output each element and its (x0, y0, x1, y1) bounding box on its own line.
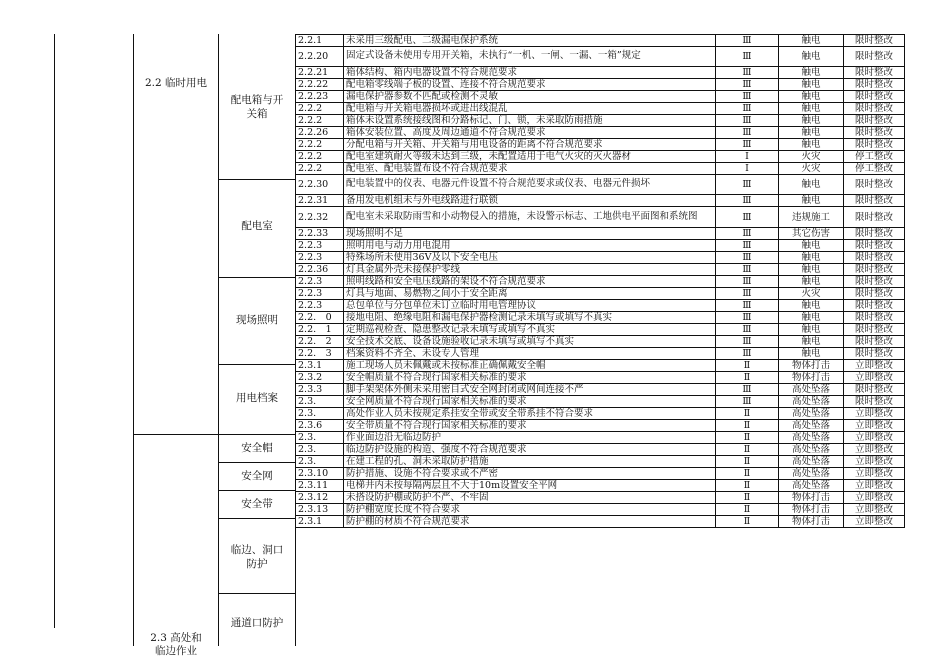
row-action: 限时整改 (844, 288, 905, 300)
section-left-rule (133, 34, 134, 646)
row-level: Ⅲ (716, 384, 779, 396)
row-hazard-type: 触电 (779, 264, 844, 276)
row-action: 立即整改 (844, 468, 905, 480)
row-hazard-type: 高处坠落 (779, 432, 844, 444)
group-label-helmet: 安全帽 (241, 442, 273, 454)
table-row (296, 300, 905, 312)
row-level: Ⅲ (716, 300, 779, 312)
table-row (296, 240, 905, 252)
row-hazard-type: 触电 (779, 67, 844, 79)
row-action: 限时整改 (844, 324, 905, 336)
row-hazard-type: 触电 (779, 175, 844, 195)
row-action: 限时整改 (844, 240, 905, 252)
table-row (296, 384, 905, 396)
table-row (296, 312, 905, 324)
row-description: 照明线路和安全电压线路的架设不符合规范要求 (344, 276, 716, 288)
group-left-rule (218, 34, 219, 646)
row-action: 停工整改 (844, 151, 905, 163)
group-label-safety-net: 安全网 (241, 470, 273, 482)
row-level: Ⅲ (716, 207, 779, 228)
row-level: Ⅲ (716, 336, 779, 348)
table-row (296, 35, 905, 47)
group-label-distribution-room: 配电室 (241, 220, 273, 232)
row-action: 立即整改 (844, 360, 905, 372)
row-description: 灯具金属外壳未接保护零线 (344, 264, 716, 276)
row-code: 2.2.36 (296, 264, 344, 276)
row-level: Ⅲ (716, 91, 779, 103)
hazard-table-body (296, 35, 905, 528)
outer-left-rule (54, 34, 55, 628)
row-code: 2.2.31 (296, 195, 344, 207)
row-description: 备用发电机组未与外电线路进行联锁 (344, 195, 716, 207)
row-level: Ⅱ (716, 432, 779, 444)
row-action: 限时整改 (844, 91, 905, 103)
row-code: 2.3. (296, 396, 344, 408)
row-hazard-type: 高处坠落 (779, 468, 844, 480)
row-code: 2.2.32 (296, 207, 344, 228)
row-action: 限时整改 (844, 115, 905, 127)
row-action: 限时整改 (844, 312, 905, 324)
row-code: 2.2.3 (296, 300, 344, 312)
row-level: Ⅱ (716, 444, 779, 456)
table-row (296, 115, 905, 127)
row-action: 立即整改 (844, 432, 905, 444)
row-hazard-type: 触电 (779, 336, 844, 348)
row-description: 在建工程的孔、洞未采取防护措施 (344, 456, 716, 468)
row-action: 立即整改 (844, 492, 905, 504)
table-row (296, 195, 905, 207)
row-hazard-type: 触电 (779, 252, 844, 264)
row-level: Ⅱ (716, 516, 779, 528)
row-code: 2.3.6 (296, 420, 344, 432)
row-code: 2.2.22 (296, 79, 344, 91)
row-code: 2.2.2 (296, 139, 344, 151)
row-description: 现场照明不足 (344, 228, 716, 240)
row-description: 漏电保护器参数不匹配或检测不灵敏 (344, 91, 716, 103)
row-hazard-type: 其它伤害 (779, 228, 844, 240)
table-row (296, 151, 905, 163)
row-hazard-type: 高处坠落 (779, 444, 844, 456)
row-hazard-type: 违规施工 (779, 207, 844, 228)
row-action: 限时整改 (844, 35, 905, 47)
row-level: Ⅱ (716, 480, 779, 492)
table-row (296, 432, 905, 444)
group-label-power-files: 用电档案 (236, 392, 278, 404)
row-description: 防护措施、设施不符合要求或不严密 (344, 468, 716, 480)
row-action: 限时整改 (844, 228, 905, 240)
row-level: Ⅲ (716, 348, 779, 360)
row-level: Ⅰ (716, 151, 779, 163)
row-level: Ⅲ (716, 312, 779, 324)
row-hazard-type: 物体打击 (779, 372, 844, 384)
row-action: 立即整改 (844, 480, 905, 492)
row-code: 2.2. 3 (296, 348, 344, 360)
row-description: 固定式设备未使用专用开关箱，未执行“一机、一闸、一漏、一箱”规定 (344, 47, 716, 67)
group-label-safety-belt: 安全带 (241, 498, 273, 510)
section-label-temporary-power: 2.2 临时用电 (144, 77, 208, 89)
row-code: 2.2.21 (296, 67, 344, 79)
row-hazard-type: 触电 (779, 91, 844, 103)
row-hazard-type: 火灾 (779, 288, 844, 300)
row-description: 安全网质量不符合现行国家相关标准的要求 (344, 396, 716, 408)
group-divider-edge-passage (218, 593, 295, 594)
row-level: Ⅲ (716, 252, 779, 264)
table-row (296, 127, 905, 139)
row-action: 限时整改 (844, 336, 905, 348)
section-label-height-work: 2.3 高处和临边作业 (150, 632, 202, 657)
row-hazard-type: 物体打击 (779, 504, 844, 516)
table-row (296, 444, 905, 456)
row-hazard-type: 触电 (779, 240, 844, 252)
table-row (296, 456, 905, 468)
row-action: 限时整改 (844, 127, 905, 139)
row-code: 2.2. 1 (296, 324, 344, 336)
row-description: 配电箱与开关箱电器损坏或进出线混乱 (344, 103, 716, 115)
row-action: 限时整改 (844, 348, 905, 360)
row-code: 2.3.3 (296, 384, 344, 396)
row-description: 特殊场所未使用36V及以下安全电压 (344, 252, 716, 264)
row-code: 2.3. (296, 432, 344, 444)
row-code: 2.3.1 (296, 516, 344, 528)
row-action: 限时整改 (844, 276, 905, 288)
row-description: 档案资料不齐全、未设专人管理 (344, 348, 716, 360)
table-row (296, 79, 905, 91)
group-label-passage-protection: 通道口防护 (230, 617, 284, 629)
group-divider-file-helmet (218, 434, 295, 435)
row-code: 2.2.1 (296, 35, 344, 47)
group-divider-helmet-net (218, 462, 295, 463)
row-hazard-type: 触电 (779, 47, 844, 67)
row-action: 限时整改 (844, 139, 905, 151)
table-row (296, 91, 905, 103)
group-divider-room-light (218, 277, 295, 278)
row-level: Ⅱ (716, 408, 779, 420)
row-code: 2.3.11 (296, 480, 344, 492)
row-action: 立即整改 (844, 444, 905, 456)
row-code: 2.2.3 (296, 252, 344, 264)
row-code: 2.2.2 (296, 163, 344, 175)
table-row (296, 468, 905, 480)
row-code: 2.2.23 (296, 91, 344, 103)
table-row (296, 420, 905, 432)
row-hazard-type: 触电 (779, 276, 844, 288)
row-level: Ⅲ (716, 175, 779, 195)
row-level: Ⅱ (716, 360, 779, 372)
row-code: 2.3.1 (296, 360, 344, 372)
row-action: 限时整改 (844, 207, 905, 228)
row-description: 防护棚的材质不符合规范要求 (344, 516, 716, 528)
row-hazard-type: 高处坠落 (779, 480, 844, 492)
row-level: Ⅱ (716, 504, 779, 516)
row-hazard-type: 触电 (779, 139, 844, 151)
row-level: Ⅱ (716, 456, 779, 468)
row-description: 未搭设防护棚或防护不严、不牢固 (344, 492, 716, 504)
row-code: 2.3.12 (296, 492, 344, 504)
row-code: 2.3. (296, 408, 344, 420)
row-level: Ⅲ (716, 103, 779, 115)
row-action: 立即整改 (844, 372, 905, 384)
row-code: 2.2.26 (296, 127, 344, 139)
row-action: 限时整改 (844, 67, 905, 79)
row-code: 2.2.30 (296, 175, 344, 195)
table-row (296, 67, 905, 79)
table-row (296, 348, 905, 360)
row-hazard-type: 触电 (779, 312, 844, 324)
row-description: 防护棚宽度长度不符合要求 (344, 504, 716, 516)
row-description: 定期巡视检查、隐患整改记录未填写或填写不真实 (344, 324, 716, 336)
row-hazard-type: 触电 (779, 115, 844, 127)
row-description: 配电室建筑耐火等级未达到三级，未配置适用于电气火灾的灭火器材 (344, 151, 716, 163)
row-description: 作业面边沿无临边防护 (344, 432, 716, 444)
row-description: 电梯井内未按每隔两层且不大于10m设置安全平网 (344, 480, 716, 492)
table-row (296, 336, 905, 348)
row-level: Ⅲ (716, 195, 779, 207)
table-row (296, 139, 905, 151)
row-action: 立即整改 (844, 504, 905, 516)
row-level: Ⅲ (716, 276, 779, 288)
row-hazard-type: 物体打击 (779, 360, 844, 372)
row-code: 2.2. 2 (296, 336, 344, 348)
row-hazard-type: 高处坠落 (779, 456, 844, 468)
row-hazard-type: 高处坠落 (779, 384, 844, 396)
group-label-site-lighting: 现场照明 (236, 314, 278, 326)
row-description: 照明用电与动力用电混用 (344, 240, 716, 252)
table-row (296, 324, 905, 336)
row-action: 限时整改 (844, 252, 905, 264)
row-level: Ⅲ (716, 79, 779, 91)
table-row (296, 47, 905, 67)
table-row (296, 103, 905, 115)
row-description: 箱体未设置系统接线图和分路标记、门、锁，未采取防雨措施 (344, 115, 716, 127)
row-hazard-type: 触电 (779, 348, 844, 360)
row-description: 配电室未采取防雨雪和小动物侵入的措施，未设警示标志、工地供电平面图和系统图 (344, 207, 716, 228)
group-divider-belt-edge (218, 518, 295, 519)
row-action: 立即整改 (844, 516, 905, 528)
row-hazard-type: 触电 (779, 103, 844, 115)
row-description: 箱体结构、箱内电器设置不符合规范要求 (344, 67, 716, 79)
row-hazard-type: 触电 (779, 79, 844, 91)
hazard-table (295, 34, 905, 528)
table-row (296, 372, 905, 384)
row-code: 2.2.20 (296, 47, 344, 67)
row-level: Ⅱ (716, 492, 779, 504)
row-level: Ⅲ (716, 35, 779, 47)
table-row (296, 396, 905, 408)
group-label-edge-protection: 临边、洞口防护 (230, 544, 284, 570)
row-description: 脚手架架体外侧未采用密目式安全网封闭或网间连接不严 (344, 384, 716, 396)
row-level: Ⅲ (716, 139, 779, 151)
row-action: 限时整改 (844, 396, 905, 408)
table-row (296, 504, 905, 516)
row-description: 未采用三级配电、二级漏电保护系统 (344, 35, 716, 47)
row-code: 2.2.2 (296, 103, 344, 115)
table-row (296, 264, 905, 276)
table-row (296, 207, 905, 228)
row-description: 临边防护设施的构造、强度不符合规范要求 (344, 444, 716, 456)
row-action: 限时整改 (844, 195, 905, 207)
row-description: 配电室、配电装置布设不符合规范要求 (344, 163, 716, 175)
row-level: Ⅲ (716, 288, 779, 300)
row-level: Ⅲ (716, 228, 779, 240)
row-hazard-type: 触电 (779, 300, 844, 312)
table-row (296, 360, 905, 372)
row-action: 停工整改 (844, 163, 905, 175)
table-row (296, 276, 905, 288)
row-hazard-type: 高处坠落 (779, 408, 844, 420)
group-divider-box-room (218, 179, 295, 180)
row-code: 2.3. (296, 444, 344, 456)
row-code: 2.2.3 (296, 240, 344, 252)
group-divider-light-file (218, 364, 295, 365)
group-label-distribution-box: 配电箱与开关箱 (230, 94, 284, 120)
row-hazard-type: 物体打击 (779, 516, 844, 528)
row-code: 2.3. (296, 456, 344, 468)
row-level: Ⅲ (716, 240, 779, 252)
row-action: 限时整改 (844, 175, 905, 195)
row-level: Ⅲ (716, 67, 779, 79)
row-code: 2.2.3 (296, 276, 344, 288)
row-code: 2.3.10 (296, 468, 344, 480)
row-action: 限时整改 (844, 79, 905, 91)
row-description: 分配电箱与开关箱、开关箱与用电设备的距离不符合规范要求 (344, 139, 716, 151)
row-description: 箱体安装位置、高度及周边通道不符合规范要求 (344, 127, 716, 139)
table-row (296, 408, 905, 420)
row-hazard-type: 触电 (779, 127, 844, 139)
row-action: 立即整改 (844, 408, 905, 420)
table-row (296, 288, 905, 300)
row-level: Ⅲ (716, 127, 779, 139)
row-description: 配电箱零线端子板的设置、连接不符合规范要求 (344, 79, 716, 91)
row-hazard-type: 触电 (779, 35, 844, 47)
row-action: 限时整改 (844, 300, 905, 312)
row-code: 2.2. 0 (296, 312, 344, 324)
row-hazard-type: 火灾 (779, 151, 844, 163)
section-divider (133, 434, 218, 435)
table-row (296, 228, 905, 240)
row-level: Ⅰ (716, 163, 779, 175)
row-code: 2.2.2 (296, 151, 344, 163)
row-description: 安全帽质量不符合现行国家相关标准的要求 (344, 372, 716, 384)
row-description: 高处作业人员未按规定系挂安全带或安全带系挂不符合要求 (344, 408, 716, 420)
table-row (296, 480, 905, 492)
row-description: 灯具与地面、易燃物之间小于安全距离 (344, 288, 716, 300)
row-hazard-type: 高处坠落 (779, 396, 844, 408)
row-hazard-type: 高处坠落 (779, 420, 844, 432)
table-row (296, 252, 905, 264)
row-level: Ⅱ (716, 468, 779, 480)
row-hazard-type: 物体打击 (779, 492, 844, 504)
table-row (296, 175, 905, 195)
row-code: 2.2.2 (296, 115, 344, 127)
table-row (296, 492, 905, 504)
row-description: 总包单位与分包单位未订立临时用电管理协议 (344, 300, 716, 312)
row-hazard-type: 触电 (779, 195, 844, 207)
row-level: Ⅱ (716, 420, 779, 432)
row-action: 限时整改 (844, 384, 905, 396)
row-action: 立即整改 (844, 456, 905, 468)
row-level: Ⅲ (716, 115, 779, 127)
row-description: 接地电阻、绝缘电阻和漏电保护器检测记录未填写或填写不真实 (344, 312, 716, 324)
row-description: 安全技术交底、设备设施验收记录未填写或填写不真实 (344, 336, 716, 348)
row-action: 限时整改 (844, 47, 905, 67)
row-code: 2.2.33 (296, 228, 344, 240)
row-hazard-type: 火灾 (779, 163, 844, 175)
row-level: Ⅲ (716, 264, 779, 276)
row-action: 立即整改 (844, 420, 905, 432)
row-level: Ⅲ (716, 396, 779, 408)
row-code: 2.3.13 (296, 504, 344, 516)
row-level: Ⅲ (716, 47, 779, 67)
row-action: 限时整改 (844, 264, 905, 276)
row-action: 限时整改 (844, 103, 905, 115)
table-row (296, 516, 905, 528)
row-level: Ⅱ (716, 372, 779, 384)
row-code: 2.2.3 (296, 288, 344, 300)
row-description: 施工现场人员未佩戴或未按标准正确佩戴安全帽 (344, 360, 716, 372)
row-description: 配电装置中的仪表、电器元件设置不符合规范要求或仪表、电器元件损坏 (344, 175, 716, 195)
row-description: 安全带质量不符合现行国家相关标准的要求 (344, 420, 716, 432)
table-row (296, 163, 905, 175)
row-code: 2.3.2 (296, 372, 344, 384)
row-level: Ⅲ (716, 324, 779, 336)
row-hazard-type: 触电 (779, 324, 844, 336)
group-divider-net-belt (218, 490, 295, 491)
